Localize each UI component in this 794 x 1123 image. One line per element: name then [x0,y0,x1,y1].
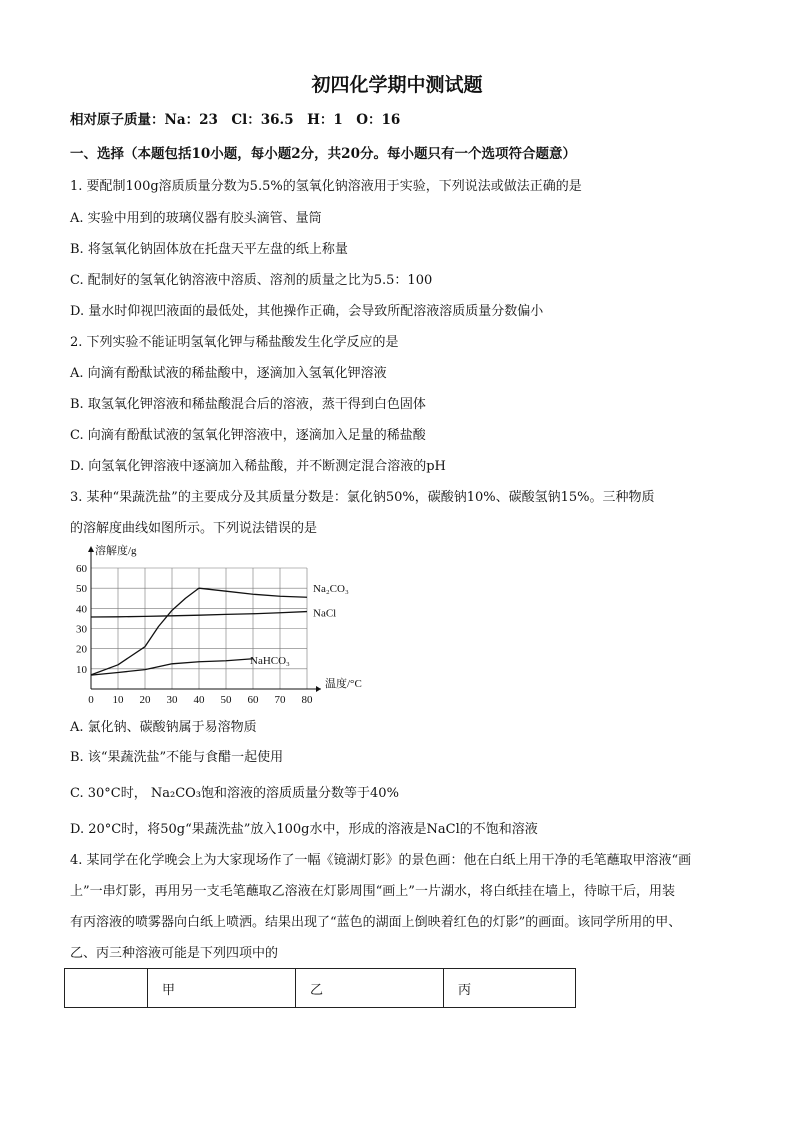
table-row [65,969,576,1008]
question-4-line-3: 有丙溶液的喷雾器向白纸上喷洒。结果出现了“蓝色的湖面上倒映着红色的灯影”的画面。该同学所用的甲、 [70,915,682,930]
x-tick-label: 30 [166,694,178,706]
atomic-mass-line: 相对原子质量：Na：23 Cl：36.5 H：1 O：16 [70,112,401,128]
series-label: Na₂CO₃ [313,583,349,596]
table-header-cell: 乙 [296,969,444,1008]
question-3-stem-2: 的溶解度曲线如图所示。下列说法错误的是 [70,521,318,536]
question-3-option-d: D. 20°C时，将50g“果蔬洗盐”放入100g水中，形成的溶液是NaCl的不饱和溶液 [70,822,538,837]
series-label: NaCl [313,607,337,620]
question-1-option-d: D. 量水时仰视凹液面的最低处，其他操作正确，会导致所配溶液溶质质量分数偏小 [70,304,544,319]
question-1-option-c: C. 配制好的氢氧化钠溶液中溶质、溶剂的质量之比为5.5：100 [70,273,433,288]
x-tick-label: 60 [247,694,259,706]
question-1-option-a: A. 实验中用到的玻璃仪器有胶头滴管、量筒 [70,211,322,226]
question-2-stem: 2. 下列实验不能证明氢氧化钾与稀盐酸发生化学反应的是 [70,335,399,350]
table-header-cell [65,969,148,1008]
x-tick-label: 80 [301,694,313,706]
question-3-option-b: B. 该“果蔬洗盐”不能与食醋一起使用 [70,750,284,765]
question-2-option-d: D. 向氢氧化钾溶液中逐滴加入稀盐酸，并不断测定混合溶液的pH [70,459,446,474]
answer-table [64,968,576,1008]
chart-grid [91,568,307,689]
question-3-stem-1: 3. 某种“果蔬洗盐”的主要成分及其质量分数是：氯化钠50%，碳酸钠10%、碳酸氢钠15%。三种物质 [70,490,655,505]
question-4-line-2: 上”一串灯影，再用另一支毛笔蘸取乙溶液在灯影周围“画上”一片湖水，将白纸挂在墙上，待晾干后，用装 [70,884,675,899]
series-label: NaHCO₃ [250,654,290,667]
y-tick-label: 40 [76,603,87,616]
y-tick-label: 30 [76,623,87,636]
y-tick-label: 50 [76,583,87,596]
x-tick-label: 50 [220,694,232,706]
solubility-chart [62,538,362,708]
question-4-line-4: 乙、丙三种溶液可能是下列四项中的 [70,946,279,961]
x-tick-label: 70 [274,694,286,706]
x-tick-label: 40 [193,694,205,706]
x-axis-label: 温度/°C [325,678,362,690]
question-3-option-a: A. 氯化钠、碳酸钠属于易溶物质 [70,720,257,735]
page-title: 初四化学期中测试题 [311,74,483,96]
x-tick-label: 0 [88,694,94,706]
table-header-cell: 甲 [148,969,296,1008]
table-header-cell: 丙 [444,969,576,1008]
section-heading: 一、选择（本题包括10小题，每小题2分，共20分。每小题只有一个选项符合题意） [70,146,576,162]
question-2-option-c: C. 向滴有酚酞试液的氢氧化钾溶液中，逐滴加入足量的稀盐酸 [70,428,426,443]
y-axis-arrow [88,546,94,552]
y-axis-label: 溶解度/g [95,545,137,557]
y-tick-label: 10 [76,663,87,676]
question-3-option-c: C. 30°C时， Na₂CO₃饱和溶液的溶质质量分数等于40% [70,786,399,801]
y-tick-label: 60 [76,563,87,575]
question-1-stem: 1. 要配制100g溶质质量分数为5.5%的氢氧化钠溶液用于实验，下列说法或做法正确的是 [70,179,582,194]
question-2-option-a: A. 向滴有酚酞试液的稀盐酸中，逐滴加入氢氧化钾溶液 [70,366,387,381]
question-1-option-b: B. 将氢氧化钠固体放在托盘天平左盘的纸上称量 [70,242,348,257]
x-tick-label: 10 [112,694,124,706]
chart-labels [76,543,362,706]
x-axis-arrow [316,686,321,692]
question-4-line-1: 4. 某同学在化学晚会上为大家现场作了一幅《镜湖灯影》的景色画：他在白纸上用干净的毛笔蘸取甲溶液“画 [70,853,692,868]
y-tick-label: 20 [76,643,87,656]
x-tick-label: 20 [139,694,151,706]
question-2-option-b: B. 取氢氧化钾溶液和稀盐酸混合后的溶液，蒸干得到白色固体 [70,397,426,412]
